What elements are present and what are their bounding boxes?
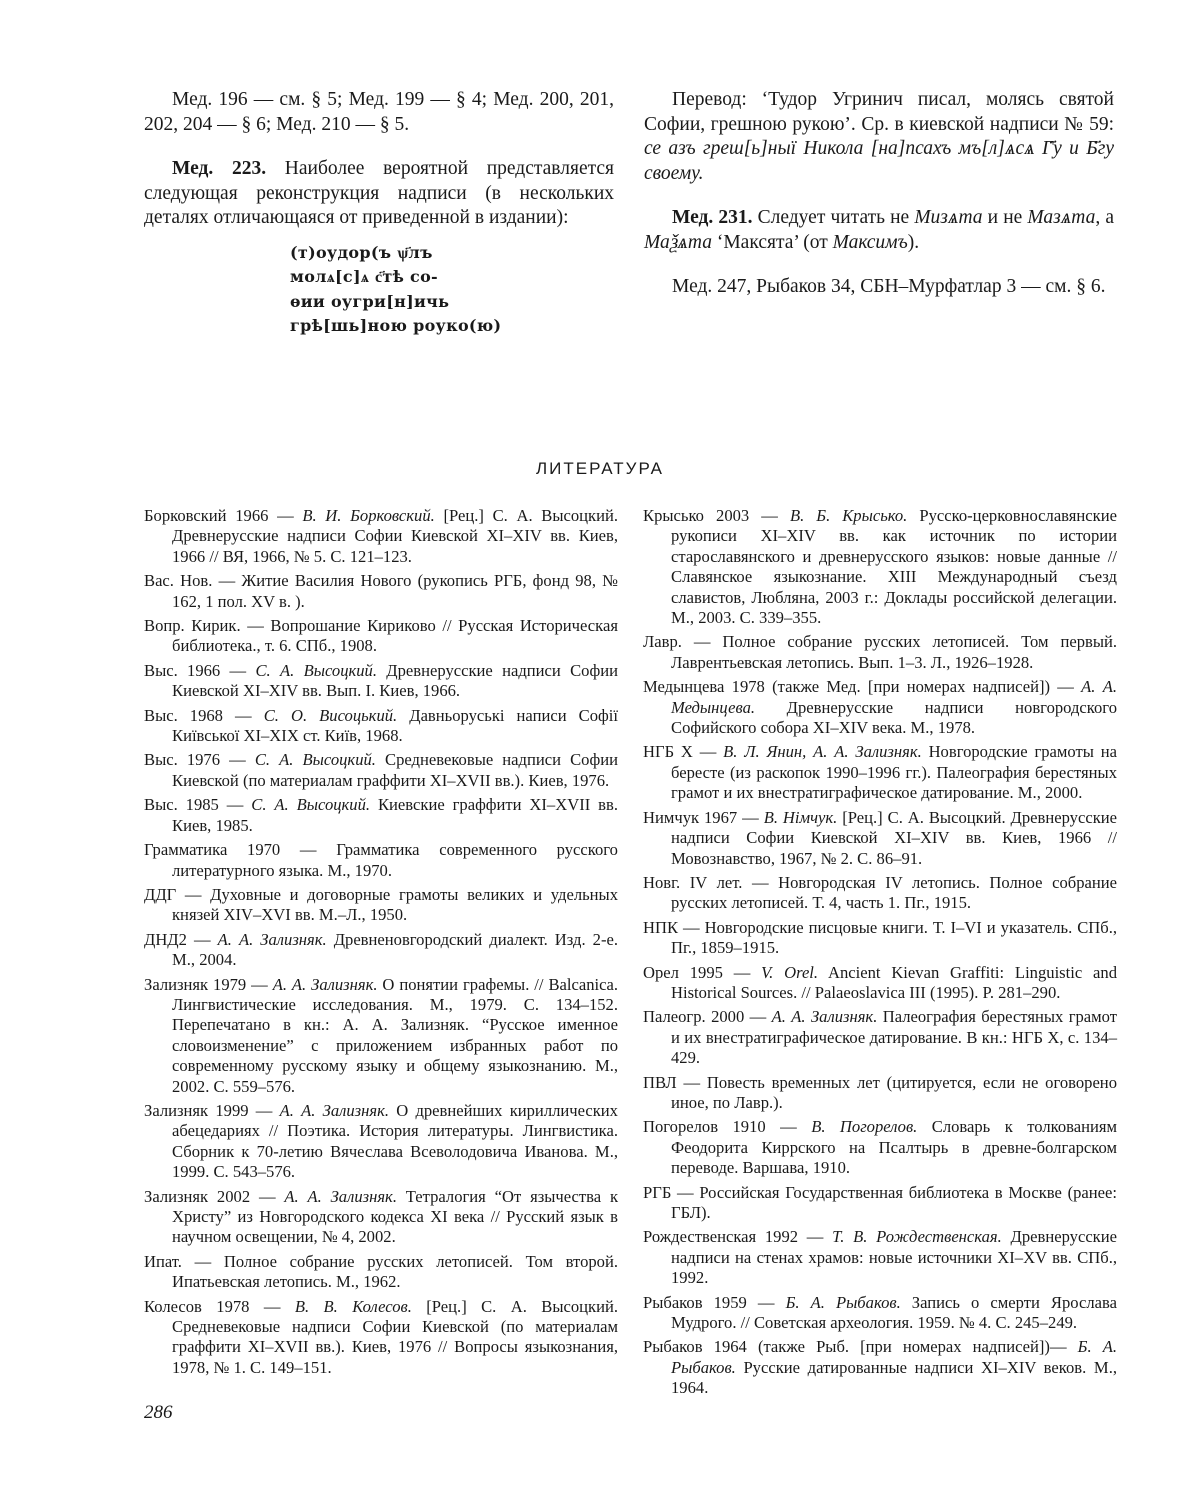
entry-text: Российская Государственная библиотека в Москве (ранее: ГБЛ). bbox=[671, 1182, 1117, 1222]
entry-text: Духовные и договорные грамоты великих и удельных князей XIV–XVI вв. М.–Л., 1950. bbox=[172, 884, 619, 925]
entry-key: Зализняк 1979 — bbox=[144, 974, 273, 994]
bibliography-entry bbox=[144, 1101, 618, 1183]
bibliography-entry bbox=[643, 1183, 1117, 1224]
page-number: 286 bbox=[144, 1402, 173, 1423]
entry-key: Вопр. Кирик. — bbox=[144, 616, 271, 636]
bibliography-entry bbox=[643, 677, 1117, 738]
entry-key: Выс. 1976 — bbox=[144, 750, 255, 770]
entry-text: Полное собрание русских летописей. Том второй. Ипатьевская летопись. М., 1962. bbox=[172, 1251, 618, 1292]
entry-author: Б. А. Рыбаков. bbox=[671, 1337, 1117, 1377]
bibliography-entry bbox=[144, 1187, 618, 1248]
bibliography-entry bbox=[144, 506, 618, 567]
paragraph-med-247: Мед. 247, Рыбаков 34, СБН–Мурфатлар 3 — см. § 6. bbox=[672, 276, 1106, 297]
entry-author: В. Л. Янин, А. А. Зализняк. bbox=[723, 742, 922, 762]
entry-author: А. А. Зализняк. bbox=[771, 1007, 878, 1027]
italic-word: Мазѧта bbox=[1027, 207, 1096, 228]
italic-word: Мизѧта bbox=[914, 207, 983, 228]
entry-key: ПВЛ — bbox=[643, 1072, 707, 1092]
entry-author: В. Б. Крысько. bbox=[789, 506, 908, 525]
entry-text: Тетралогия “От язычества к Христу” из Новгородского кодекса XI века // Русский язык в научном освещении, № 4, 2002. bbox=[172, 1186, 619, 1247]
entry-text: [Рец.] С. А. Высоцкий. Средневековые надписи Софии Киевской (по материалам граффити XI–XVII вв.). Киев, 1976 // Вопросы языкознания, 1978, № 1. С. 149–151. bbox=[172, 1296, 618, 1377]
bibliography-entry bbox=[643, 1337, 1117, 1398]
entry-author: А. А. Зализняк. bbox=[279, 1100, 389, 1120]
bibliography-entry bbox=[144, 885, 618, 926]
entry-key: Ипат. — bbox=[144, 1251, 224, 1271]
bibliography-entry bbox=[144, 975, 618, 1097]
entry-text: Грамматика современного русского литературного языка. М., 1970. bbox=[172, 840, 618, 880]
entry-text: Повесть временных лет (цитируется, если не оговорено иное, по Лавр.). bbox=[671, 1072, 1117, 1112]
entry-key: Погорелов 1910 — bbox=[643, 1117, 812, 1137]
entry-text: Полное собрание русских летописей. Том первый. Лаврентьевская летопись. Вып. 1–3. Л., 1926–1928. bbox=[671, 632, 1118, 672]
bibliography-entry bbox=[144, 750, 618, 791]
entry-key: НПК — bbox=[643, 917, 705, 937]
entry-author: А. А. Зализняк. bbox=[217, 929, 327, 949]
entry-text: Вопрошание Кириково // Русская Историческая библиотека., т. 6. СПб., 1908. bbox=[172, 616, 618, 656]
entry-text: Древнерусские надписи Софии Киевской XI–XIV вв. Вып. I. Киев, 1966. bbox=[172, 660, 618, 701]
entry-key: ДДГ — bbox=[144, 884, 211, 904]
entry-author: С. А. Высоцкий. bbox=[251, 795, 371, 815]
bibliography-right-column bbox=[643, 506, 1117, 1403]
entry-text: Русско-церковнославянские рукописи XI–XIV вв. как источник по истории старославянского и древнерусского языков: новые данные // Славянское языкознание. XIII Международный съезд славистов, Любляна, 2003 г.: Доклады российской делегации. М., 2003. С. 339–355. bbox=[671, 506, 1117, 628]
entry-author: В. Німчук. bbox=[763, 807, 838, 827]
bibliography-entry bbox=[643, 1117, 1117, 1178]
entry-key: Выс. 1966 — bbox=[144, 660, 256, 680]
bibliography-entry bbox=[144, 930, 618, 971]
entry-key: Новг. IV лет. — bbox=[643, 872, 779, 892]
entry-text: Запись о смерти Ярослава Мудрого. // Советская археология. 1959. № 4. С. 245–249. bbox=[671, 1292, 1118, 1333]
italic-word: Максимъ bbox=[832, 231, 908, 253]
paragraph-text: Наиболее вероятной представляется следующая реконструкция надписи (в нескольких деталях отличающаяся от приведенной в издании): bbox=[144, 158, 614, 228]
bibliography-entry bbox=[643, 1293, 1117, 1334]
paragraph-text: ). bbox=[907, 231, 920, 253]
bibliography-entry bbox=[643, 632, 1117, 673]
bibliography-entry bbox=[144, 1297, 618, 1379]
entry-key: НГБ X — bbox=[643, 742, 724, 762]
entry-text: Житие Василия Нового (рукопись РГБ, фонд 98, № 162, 1 пол. XV в. ). bbox=[172, 571, 618, 611]
bibliography-entry bbox=[144, 661, 618, 702]
italic-word: Маѯѧта bbox=[644, 231, 712, 253]
entry-key: Рыбаков 1964 (также Рыб. [при номерах надписей])— bbox=[643, 1337, 1078, 1357]
entry-author: А. А. Зализняк. bbox=[284, 1186, 397, 1206]
quoted-inscription: се азъ греш[ь]ныї Никола [на]псахъ мъ[л]ѧсѧ Г҃у и Б҃гу своему. bbox=[644, 138, 1114, 184]
paragraph-translation bbox=[644, 88, 1114, 186]
paragraph-text: Следует читать не bbox=[752, 207, 915, 228]
paragraph-text: , а bbox=[1095, 207, 1115, 228]
entry-key: ДНД2 — bbox=[144, 929, 218, 949]
entry-author: А. А. Медынцева. bbox=[671, 677, 1117, 717]
bibliography-entry bbox=[643, 1007, 1117, 1068]
entry-text: Новгородские писцовые книги. Т. I–VI и указатель. СПб., Пг., 1859–1915. bbox=[671, 917, 1117, 958]
paragraph-text: Перевод: ‘Тудор Угринич писал, молясь святой Софии, грешною рукою’. Ср. в киевской надписи № 59: bbox=[644, 89, 1114, 135]
entry-text: [Рец.] С. А. Высоцкий. Древнерусские надписи Софии Киевской XI–XIV вв. Киев, 1966 // Мовознавство, 1967, № 2. С. 86–91. bbox=[671, 807, 1118, 868]
top-left-column bbox=[144, 88, 614, 339]
entry-text: Средневековые надписи Софии Киевской (по материалам граффити XI–XVII вв.). Киев, 1976. bbox=[172, 750, 618, 790]
entry-text: Палеография берестяных грамот и их внестратиграфическое датирование. В кн.: НГБ X, с. 134–429. bbox=[671, 1007, 1117, 1068]
bibliography-entry bbox=[144, 706, 618, 747]
entry-author: В. Погорелов. bbox=[811, 1117, 918, 1137]
bibliography-left-column bbox=[144, 506, 618, 1382]
entry-key: Борковский 1966 — bbox=[144, 506, 303, 525]
paragraph-med-223 bbox=[144, 157, 614, 231]
bibliography-entry bbox=[144, 840, 618, 881]
bibliography-entry bbox=[643, 963, 1117, 1004]
entry-author: А. А. Зализняк. bbox=[272, 974, 378, 994]
entry-text: Русские датированные надписи XI–XIV веков. М., 1964. bbox=[671, 1357, 1117, 1398]
inscription-line: (т)оудор(ъ ѱ҃лъ bbox=[290, 242, 433, 262]
inscription-line: молѧ[с]ѧ с҃тѣ со- bbox=[290, 267, 438, 286]
inscription-line: ѳии оугри[н]ичь bbox=[290, 291, 450, 311]
bibliography-entry bbox=[643, 808, 1117, 869]
entry-text: Ancient Kievan Graffiti: Linguistic and Historical Sources. // Palaeoslavica III (1995). P. 281–290. bbox=[671, 962, 1118, 1002]
entry-key: Лавр. — bbox=[643, 632, 723, 652]
entry-author: V. Orel. bbox=[761, 962, 819, 982]
bibliography-entry bbox=[144, 616, 618, 657]
entry-key: Зализняк 1999 — bbox=[144, 1100, 280, 1120]
entry-text: Новгородская IV летопись. Полное собрание русских летописей. Т. 4, часть 1. Пг., 1915. bbox=[671, 872, 1117, 913]
entry-key: Нимчук 1967 — bbox=[643, 807, 764, 827]
entry-author: Б. А. Рыбаков. bbox=[785, 1292, 901, 1312]
entry-key: Вас. Нов. — bbox=[144, 571, 242, 591]
entry-heading: Мед. 223. bbox=[172, 158, 267, 179]
entry-text: Древнерусские надписи новгородского Софийского собора XI–XIV века. М., 1978. bbox=[671, 697, 1117, 738]
entry-text: Древненовгородский диалект. Изд. 2-е. М., 2004. bbox=[172, 929, 618, 970]
inscription-reconstruction bbox=[290, 241, 614, 339]
entry-text: О древнейших кириллических абецедариях // Поэтика. История литературы. Лингвистика. Сборник к 70-летию Вячеслава Всеволодовича Иванова. М., 1999. С. 543–576. bbox=[172, 1100, 618, 1182]
bibliography-entry bbox=[144, 1252, 618, 1293]
bibliography-entry bbox=[643, 918, 1117, 959]
entry-author: С. А. Высоцкий. bbox=[254, 750, 376, 770]
entry-text: О понятии графемы. // Balcanica. Лингвистические исследования. М., 1979. С. 134–152. Перепечатано в кн.: А. А. Зализняк. “Русское именное словоизменение” с приложением избранных работ по современному русскому языку и общему языкознанию. М., 2002. С. 559–576. bbox=[172, 974, 618, 1096]
entry-text: Новгородские грамоты на бересте (из раскопок 1990–1996 гг.). Палеография берестяных грамот и их внестратиграфическое датирование. М., 2000. bbox=[671, 742, 1117, 803]
entry-key: Крысько 2003 — bbox=[643, 506, 790, 525]
paragraph-text: ‘Максята’ (от bbox=[711, 231, 833, 253]
entry-key: Рыбаков 1959 — bbox=[643, 1292, 786, 1312]
entry-text: Давньоруські написи Софії Київської XI–XIX ст. Київ, 1968. bbox=[172, 705, 618, 746]
entry-author: В. В. Колесов. bbox=[294, 1296, 412, 1316]
paragraph-text: и не bbox=[982, 207, 1028, 228]
bibliography-entry bbox=[643, 1073, 1117, 1114]
top-right-column bbox=[644, 88, 1114, 320]
bibliography-entry bbox=[144, 795, 618, 836]
entry-author: Т. В. Рождественская. bbox=[832, 1227, 1002, 1247]
entry-key: Медынцева 1978 (также Мед. [при номерах надписей]) — bbox=[643, 677, 1082, 697]
bibliography-entry bbox=[643, 742, 1117, 803]
entry-key: Зализняк 2002 — bbox=[144, 1186, 285, 1206]
entry-author: С. А. Высоцкий. bbox=[255, 660, 377, 680]
entry-text: Древнерусские надписи на стенах храмов: новые источники XI–XV вв. СПб., 1992. bbox=[671, 1227, 1117, 1288]
entry-author: В. И. Борковский. bbox=[302, 506, 435, 525]
entry-key: Колесов 1978 — bbox=[144, 1296, 295, 1316]
entry-text: Киевские граффити XI–XVII вв. Киев, 1985. bbox=[172, 795, 618, 835]
entry-key: Рождественская 1992 — bbox=[643, 1227, 833, 1247]
inscription-line: грѣ[шь]ною роуко(ю) bbox=[290, 316, 502, 335]
entry-author: С. О. Висоцький. bbox=[263, 705, 398, 725]
entry-key: РГБ — bbox=[643, 1182, 700, 1202]
bibliography-entry bbox=[144, 571, 618, 612]
entry-key: Палеогр. 2000 — bbox=[643, 1007, 772, 1027]
entry-text: Словарь к толкованиям Феодорита Киррского на Псалтырь в древне-болгарском переводе. Варшава, 1910. bbox=[671, 1117, 1117, 1178]
paragraph-med-231 bbox=[644, 206, 1114, 255]
bibliography-entry bbox=[643, 1227, 1117, 1288]
entry-key: Грамматика 1970 — bbox=[144, 840, 337, 860]
section-title: ЛИТЕРАТУРА bbox=[535, 459, 665, 478]
entry-key: Выс. 1968 — bbox=[144, 705, 264, 725]
bibliography-entry bbox=[643, 873, 1117, 914]
bibliography-entry bbox=[643, 506, 1117, 628]
entry-heading: Мед. 231. bbox=[672, 207, 753, 228]
entry-key: Орел 1995 — bbox=[643, 962, 762, 982]
entry-text: [Рец.] С. А. Высоцкий. Древнерусские надписи Софии Киевской XI–XIV вв. Киев, 1966 // ВЯ, 1966, № 5. С. 121–123. bbox=[172, 506, 618, 566]
entry-key: Выс. 1985 — bbox=[144, 795, 252, 815]
paragraph-med-196: Мед. 196 — см. § 5; Мед. 199 — § 4; Мед. 200, 201, 202, 204 — § 6; Мед. 210 — § 5. bbox=[144, 89, 614, 135]
